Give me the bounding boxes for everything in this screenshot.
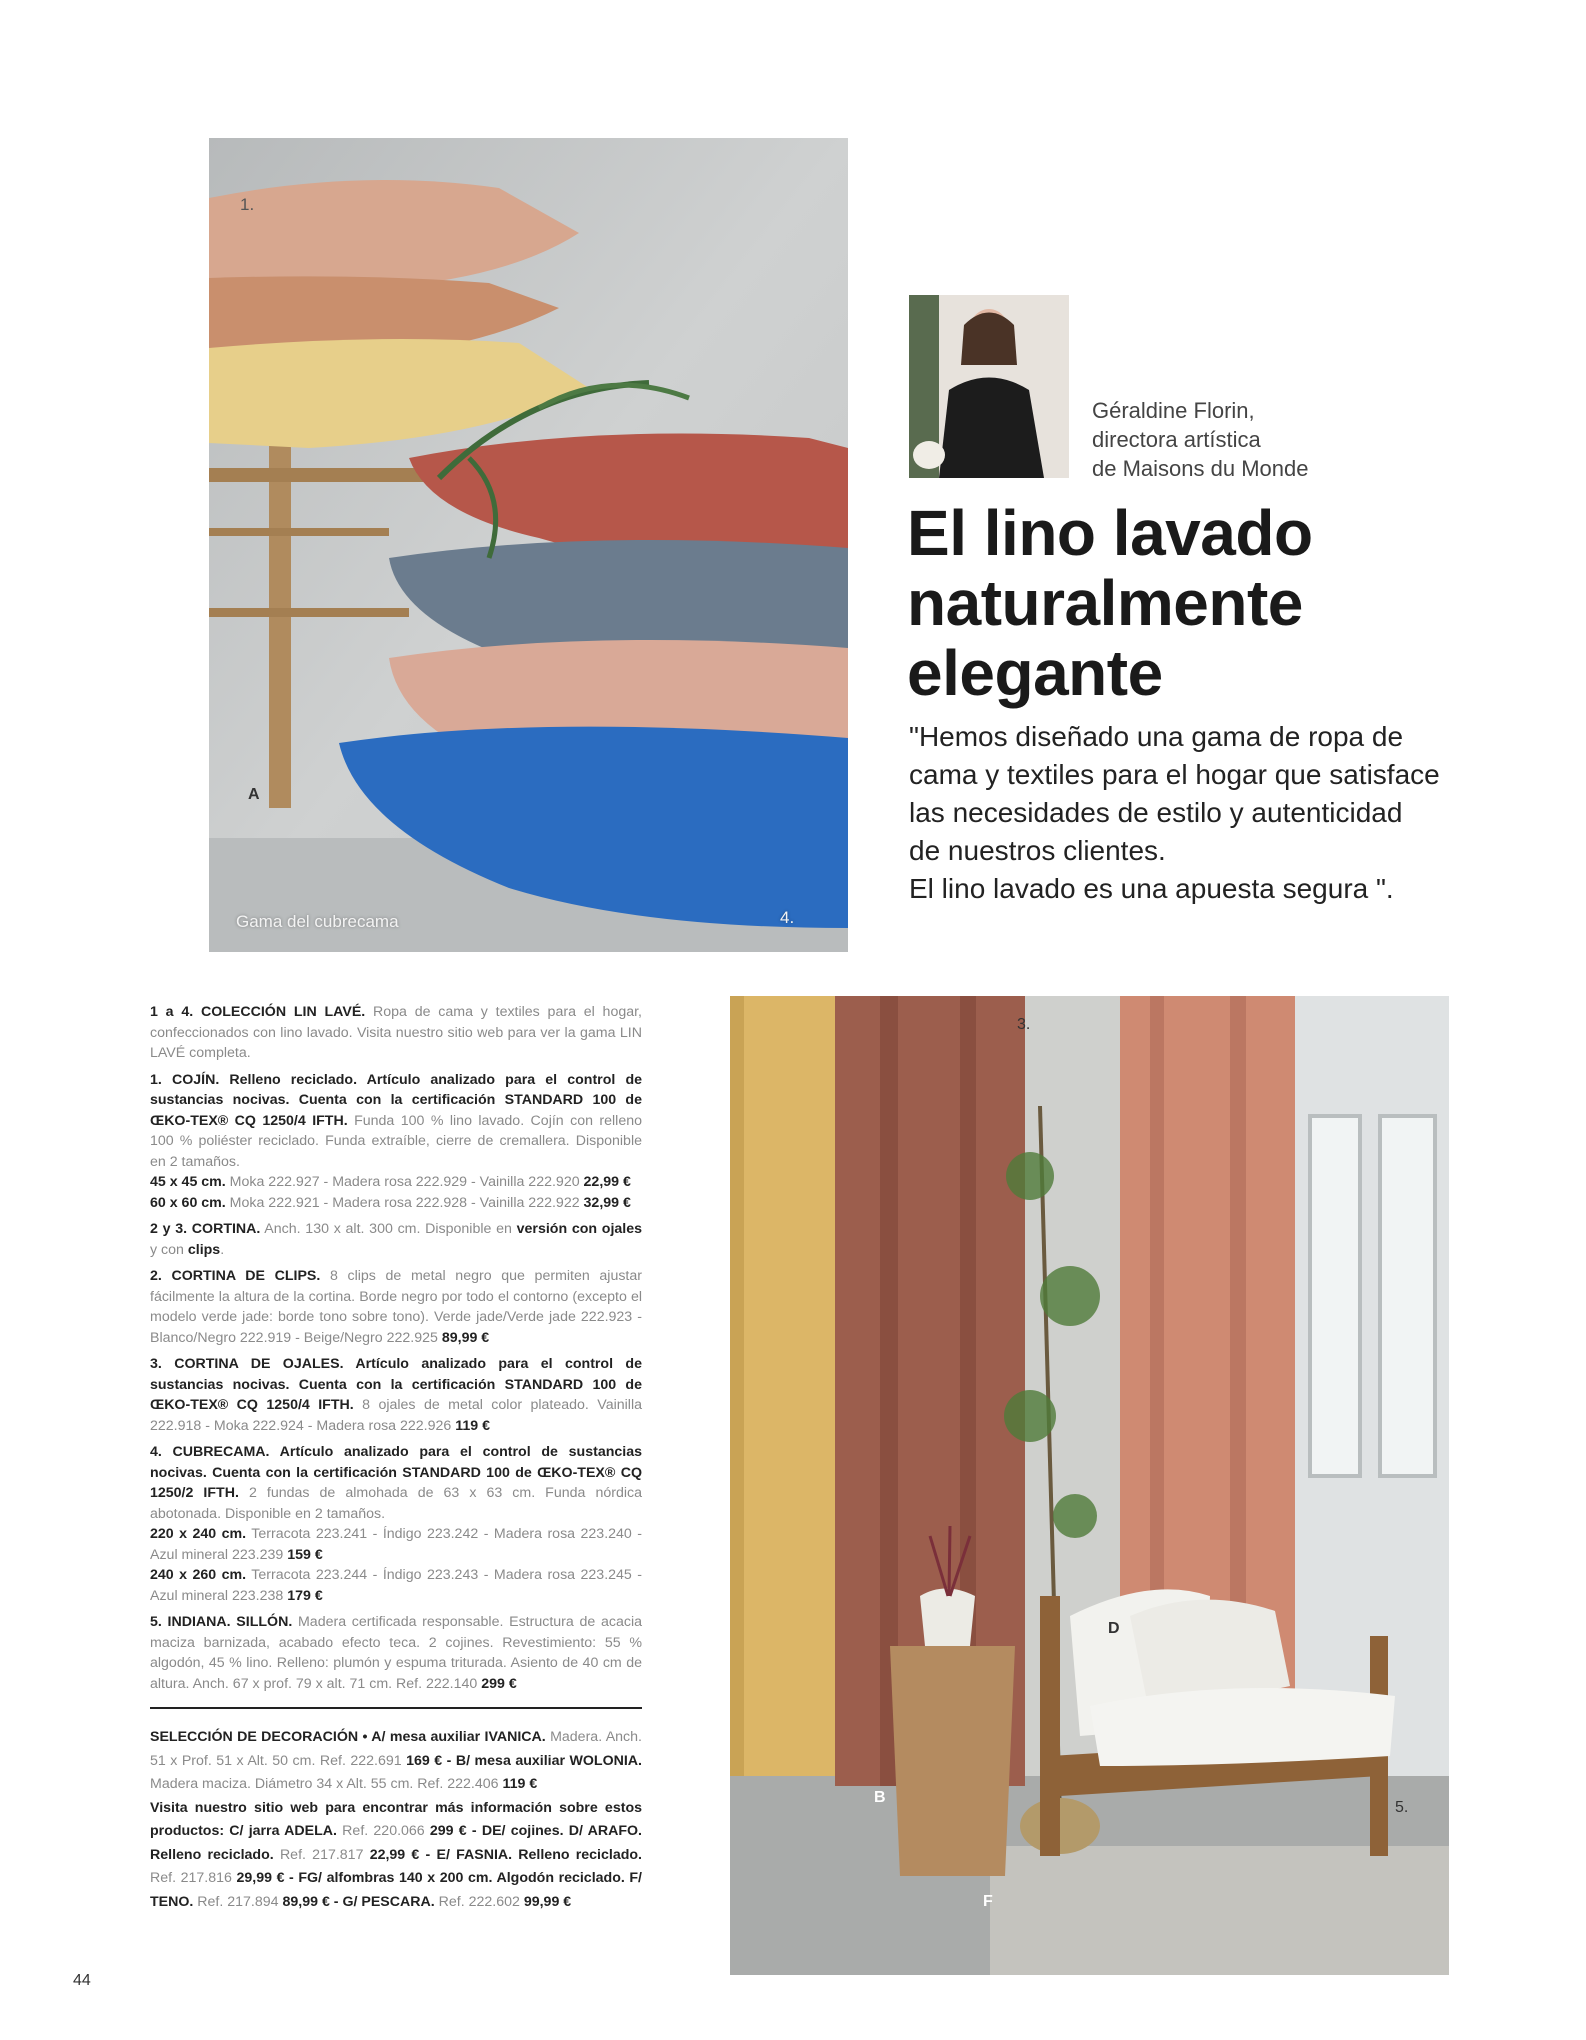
spec-item-cushion: 1. COJÍN. Relleno reciclado. Artículo analizado para el control de sustancias nocivas. Cuenta con la certificación STANDARD 100 de ŒKO-TEX® CQ 1250/4 IFTH. Funda 100 % lino lavado. Cojín con relleno 100 % poliéster reciclado. Funda extraíble, cierre de cremallera. Disponible en 2 tamaños. 45 x 45 cm. Moka 222.927 - Madera rosa 222.929 - Vainilla 222.920 22,99 € 60 x 60 cm. Moka 222.921 - Madera rosa 222.928 - Vainilla 222.922 32,99 € — [150, 1071, 642, 1211]
headline-line-1: El lino lavado — [907, 497, 1313, 569]
spec-intro: 1 a 4. COLECCIÓN LIN LAVÉ. Ropa de cama y textiles para el hogar, confeccionados con lino lavado. Visita nuestro sitio web para ver la gama LIN LAVÉ completa. — [150, 1004, 643, 1061]
cushion-label-1: 1. — [240, 195, 255, 214]
bedspread-label-4: 4. — [780, 908, 795, 927]
quote-line-3: las necesidades de estilo y autenticidad — [909, 797, 1403, 828]
cushion-label-d: D — [1108, 1620, 1120, 1637]
decoration-selection — [150, 1726, 642, 1914]
headline-line-3: elegante — [907, 637, 1163, 709]
curtains-armchair-photo — [730, 996, 1449, 1975]
bedspread-caption: Gama del cubrecama — [236, 912, 399, 931]
spec-item-bedspread: 4. CUBRECAMA. Artículo analizado para el control de sustancias nocivas. Cuenta con la certificación STANDARD 100 de ŒKO-TEX® CQ 1250/2 IFTH. 2 fundas de almohada de 63 x 63 cm. Funda nórdica abotonada. Disponible en 2 tamaños. 220 x 240 cm. Terracota 223.241 - Índigo 223.242 - Madera rosa 223.240 - Azul mineral 223.239 159 € 240 x 260 cm. Terracota 223.244 - Índigo 223.243 - Madera rosa 223.245 - Azul mineral 223.238 179 € — [150, 1444, 642, 1604]
rug-label-f: F — [983, 1893, 993, 1910]
section-divider — [150, 1707, 642, 1709]
author-credit — [1092, 396, 1392, 483]
stool-label-a: A — [248, 786, 260, 803]
quote-line-1: "Hemos diseñado una gama de ropa de — [909, 721, 1404, 752]
spec-item-armchair: 5. INDIANA. SILLÓN. Madera certificada responsable. Estructura de acacia maciza barnizada, acabado efecto teca. 2 cojines. Revestimiento: 55 % algodón, 45 % lino. Relleno: plumón y espuma triturada. Asiento de 40 cm de altura. Anch. 67 x prof. 79 x alt. 71 cm. Ref. 222.140 299 € — [150, 1614, 642, 1692]
quote-line-2: cama y textiles para el hogar que satisface — [909, 759, 1440, 790]
pull-quote — [909, 718, 1469, 908]
spec-item-curtain: 2 y 3. CORTINA. Anch. 130 x alt. 300 cm. Disponible en versión con ojales y con clips. — [150, 1221, 643, 1258]
headline-line-2: naturalmente — [907, 567, 1303, 639]
curtain-label-3: 3. — [1017, 1016, 1031, 1033]
author-name-line: Géraldine Florin, — [1092, 398, 1255, 423]
cushions-photo — [209, 138, 848, 952]
page-number: 44 — [73, 1972, 91, 1989]
spec-item-clip-curtain: 2. CORTINA DE CLIPS. 8 clips de metal negro que permiten ajustar fácilmente la altura de la cortina. Borde negro por todo el contorno (excepto el modelo verde jade: borde tono sobre tono). Verde jade/Verde jade 222.923 - Blanco/Negro 222.919 - Beige/Negro 222.925 89,99 € — [150, 1268, 642, 1346]
armchair-label-5: 5. — [1395, 1799, 1409, 1816]
product-specs — [150, 1002, 642, 1700]
spec-item-eyelet-curtain: 3. CORTINA DE OJALES. Artículo analizado para el control de sustancias nocivas. Cuenta con la certificación STANDARD 100 de ŒKO-TEX® CQ 1250/4 IFTH. 8 ojales de metal color plateado. Vainilla 222.918 - Moka 222.924 - Madera rosa 222.926 119 € — [150, 1356, 642, 1434]
decoration-items: SELECCIÓN DE DECORACIÓN • A/ mesa auxiliar IVANICA. Madera. Anch. 51 x Prof. 51 x Alt. 50 cm. Ref. 222.691 169 € - B/ mesa auxiliar WOLONIA. Madera maciza. Diámetro 34 x Alt. 55 cm. Ref. 222.406 119 € — [150, 1729, 642, 1792]
headline — [907, 498, 1527, 708]
decoration-more-info: Visita nuestro sitio web para encontrar más información sobre estos productos: C/ jarra ADELA. Ref. 220.066 299 € - DE/ cojines. D/ ARAFO. Relleno reciclado. Ref. 217.817 22,99 € - E/ FASNIA. Relleno reciclado. Ref. 217.816 29,99 € - FG/ alfombras 140 x 200 cm. Algodón reciclado. F/ TENO. Ref. 217.894 89,99 € - G/ PESCARA. Ref. 222.602 99,99 € — [150, 1799, 642, 1910]
side-table-label-b: B — [874, 1789, 886, 1806]
author-portrait — [909, 295, 1069, 478]
author-company-line: de Maisons du Monde — [1092, 456, 1309, 481]
author-role-line: directora artística — [1092, 427, 1261, 452]
quote-line-4: de nuestros clientes. — [909, 835, 1166, 866]
quote-line-5: El lino lavado es una apuesta segura ". — [909, 873, 1394, 904]
